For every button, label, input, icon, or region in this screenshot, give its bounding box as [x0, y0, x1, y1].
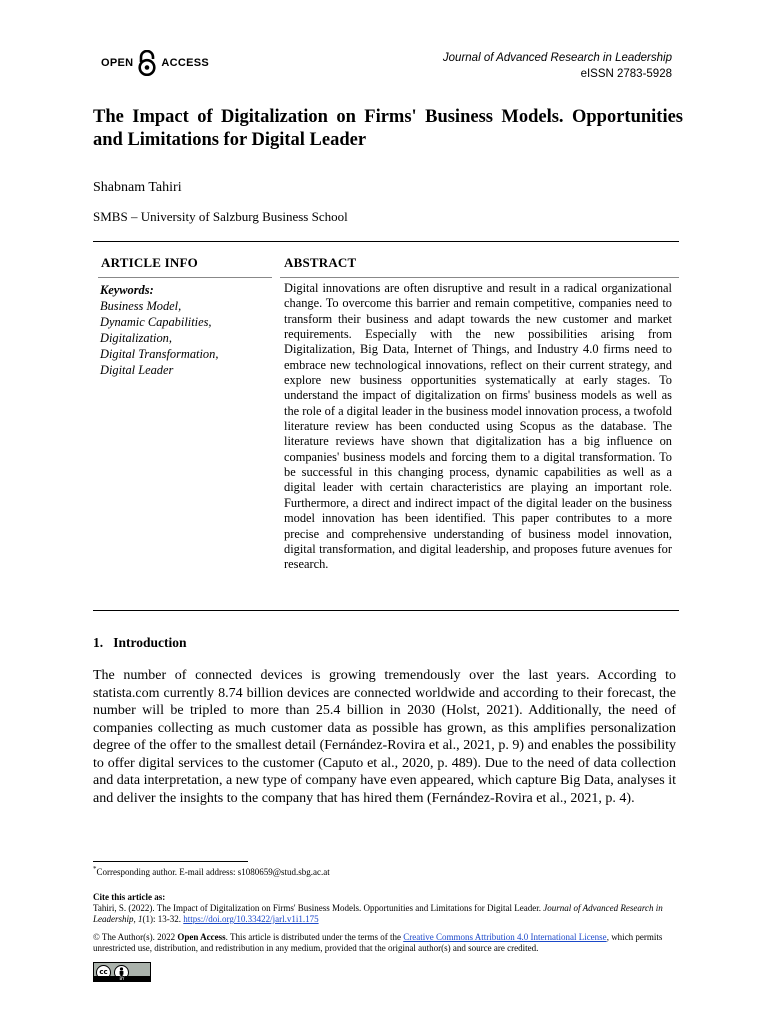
introduction-text: The number of connected devices is growing tremendously over the last years. According to statista.com currently 8.74 billion devices are connected worldwide and according to their forecast, the number will be tripled to more than 25.4 billion in 2030 (Holst, 2021). Additionally, the need of companies collecting as much customer data as possible has grown, as this amplifies personalization degree of the offer to the smallest detail (Fernández-Rovira et al., 2021, p. 9) and enables the possibility to offer digital services to the customer (Caputo et al., 2020, p. 489). Due to the need of data collection and data interpretation, a new type of company have even appeared, which capture Big Data, analyses it and deliver the insights to the company that has hired them (Fernández-Rovira et al., 2021, p. 4). [93, 668, 676, 806]
logo-right-text: ACCESS [161, 57, 210, 69]
journal-info [443, 50, 672, 82]
keywords-label: Keywords: [100, 283, 154, 297]
license-open-access: Open Access [177, 932, 226, 942]
author-name: Shabnam Tahiri [93, 180, 182, 195]
citation-doi-link[interactable]: https://doi.org/10.33422/jarl.v1i1.175 [183, 914, 319, 924]
citation-journal: Journal of Advanced Research in Leadership, 1 [93, 903, 663, 924]
license-text: , which permits unrestricted use, distribution, and redistribution in any medium, provided that the original author(s) and source are credited. [93, 932, 663, 953]
license-link[interactable]: Creative Commons Attribution 4.0 International License [403, 932, 607, 942]
logo-left-text: OPEN [101, 57, 134, 69]
license-text: . This article is distributed under the terms of the [225, 932, 404, 942]
keyword-item: Dynamic Capabilities, [100, 315, 212, 329]
introduction-heading: 1. Introduction [93, 635, 187, 650]
footnote [93, 865, 330, 877]
info-rule [98, 277, 272, 278]
citation-issue: (1): 13-32. [142, 914, 184, 924]
keyword-item: Digital Transformation, [100, 347, 219, 361]
license-text: © The Author(s). 2022 [93, 932, 178, 942]
article-info-heading: ARTICLE INFO [101, 255, 198, 270]
journal-issn: eISSN 2783-5928 [580, 68, 672, 80]
top-rule [93, 241, 679, 242]
keyword-item: Business Model, [100, 299, 182, 313]
open-lock-icon [136, 50, 158, 76]
cc-by-badge[interactable] [93, 962, 151, 982]
abstract-bottom-rule [93, 610, 679, 611]
page-header [0, 0, 768, 90]
cc-by-label: BY [94, 976, 150, 981]
license-block [93, 932, 676, 954]
open-access-logo [101, 50, 209, 76]
keyword-item: Digital Leader [100, 363, 174, 377]
citation-text: Tahiri, S. (2022). The Impact of Digitalization on Firms' Business Models. Opportunities and Limitations for Digital Leader. [93, 903, 544, 913]
abstract-heading: ABSTRACT [284, 255, 357, 270]
keyword-item: Digitalization, [100, 331, 172, 345]
abstract-rule [280, 277, 679, 278]
citation-label: Cite this article as: [93, 892, 166, 902]
author-affiliation: SMBS – University of Salzburg Business School [93, 209, 348, 224]
paper-title: The Impact of Digitalization on Firms' Business Models. Opportunities and Limitations for Digital Leader [93, 107, 683, 150]
abstract-text: Digital innovations are often disruptive and result in a radical organizational change. To overcome this barrier and remain competitive, companies need to transform their business and adapt towards the new customer and market requirements. Especially with the new possibilities arising from Digitalization, Big Data, Internet of Things, and Industry 4.0 firms need to embrace new technological innovations, reflect on their current strategy, and explore new business opportunities systematically at early stages. To understand the impact of digitalization on firms' business models as well as the role of a digital leader in the business model innovation process, a twofold literature review has been conducted using Scopus as the database. The literature reviews have shown that digitalization has a big influence on companies' business models and forcing them to a digital transformation. To be successful in this changing process, dynamic capabilities as well as a digital leader with certain characteristics are playing an important role. Furthermore, a direct and indirect impact of the digital leader on the business model innovation has been identified. This paper contributes to a more precise and comprehensive understanding of business model innovation, digital transformation, and digital leadership, and proposes future avenues for research. [284, 281, 672, 572]
journal-name: Journal of Advanced Research in Leadership [442, 52, 672, 64]
keywords-block [100, 282, 275, 378]
footnote-rule [93, 861, 248, 862]
footnote-marker: * [93, 865, 97, 873]
footnote-text: Corresponding author. E-mail address: s1080659@stud.sbg.ac.at [96, 867, 330, 877]
cc-icon: cc [96, 965, 111, 980]
citation-block [93, 892, 676, 925]
